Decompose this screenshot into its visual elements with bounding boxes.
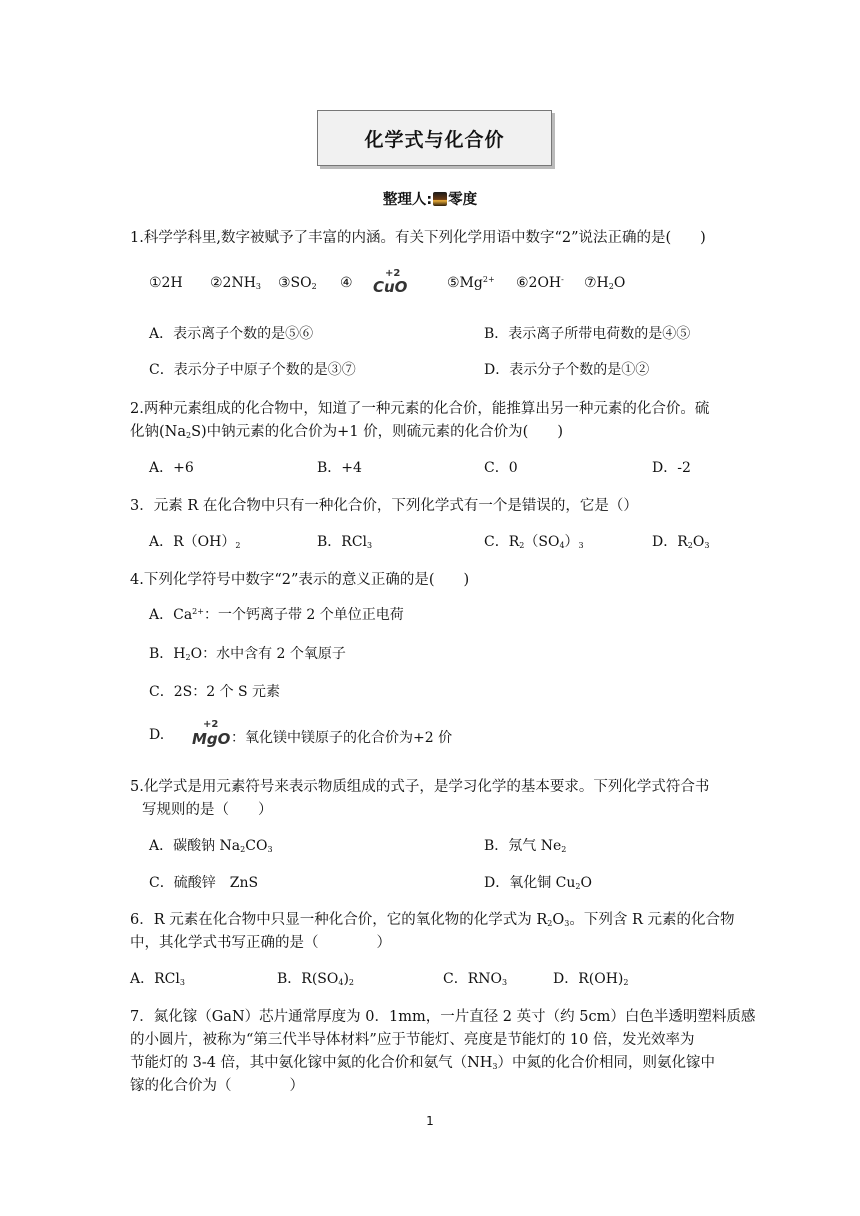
q4-option-a: A．$Ca^{2+}$：一个钙离子带 2 个单位正电荷 [149,607,404,623]
author-name: 零度 [448,192,478,208]
mgo-valence-formula: +2 MgO [192,719,231,748]
author-line [0,188,860,209]
q1-option-a: A．表示离子个数的是⑤⑥ [149,326,314,342]
question-1-stem: 1.科学学科里,数字被赋予了丰富的内涵。有关下列化学用语中数字“2”说法正确的是( ) [130,230,706,246]
q3-option-d: D．$R_2O_3$ [652,534,710,550]
q4-option-b: B．$H_2O$：水中含有 2 个氧原子 [149,646,346,662]
question-7-line-4: 镓的化合价为（ ） [130,1078,304,1094]
q4-option-d-label: D. [149,727,165,743]
q2-option-b: B．+4 [317,460,362,476]
q4-option-c: C．2S：2 个 S 元素 [149,684,281,700]
question-5-line-1: 5.化学式是用元素符号来表示物质组成的式子，是学习化学的基本要求。下列化学式符合书 [130,779,710,795]
item-7: $⑦H_2O$ [584,275,626,291]
question-2-line-2: 化钠$(Na_2S)$中钠元素的化合价为+1 价，则硫元素的化合价为( ) [130,424,563,440]
q1-option-c: C．表示分子中原子个数的是③⑦ [149,362,356,378]
item-2: $②2NH_3$ [210,275,262,291]
q5-option-c: C．硫酸锌 ZnS [149,875,259,891]
question-6-line-1: 6．R 元素在化合物中只显一种化合价，它的氧化物的化学式为 $R_2O_3$。下列含 R 元素的化合物 [130,912,735,928]
q5-option-a: A．碳酸钠 $Na_2CO_3$ [149,838,273,854]
item-1: ①2H [149,275,183,291]
q1-option-b: B．表示离子所带电荷数的是④⑤ [484,326,691,342]
item-6: ⑥2OH- [516,275,564,291]
q3-option-a: A．$R(OH)_2$ [149,534,241,550]
question-5-line-2: 写规则的是（ ） [142,802,273,818]
question-7-line-3: 节能灯的 3-4 倍，其中氨化镓中氮的化合价和氨气$(NH_3)$中氮的化合价相同，则氨化镓中 [130,1055,715,1071]
item-3: $③SO_2$ [278,275,317,291]
q2-option-c: C．0 [484,460,518,476]
document-title: 化学式与化合价 [317,110,552,166]
item-5: $⑤Mg^{2+}$ [447,275,495,291]
question-6-line-2: 中，其化学式书写正确的是（ ） [130,935,391,951]
page-number: 1 [426,1114,434,1128]
item-4: ④ [340,275,353,291]
q6-option-b: B．$R(SO_4)_2$ [277,971,355,987]
q3-option-b: B．RCl$_3$ [317,534,373,550]
q3-option-c: C．$R_2(SO_4)_3$ [484,534,584,550]
author-prefix: 整理人: [382,192,433,208]
question-4-stem: 4.下列化学符号中数字“2”表示的意义正确的是( ) [130,572,470,588]
q6-option-d: D．$R(OH)_2$ [553,971,629,987]
q2-option-a: A．+6 [149,460,194,476]
question-7-line-1: 7．氮化镓（GaN）芯片通常厚度为 0．1mm，一片直径 2 英寸（约 5cm）白色半透明塑料质感 [130,1009,756,1025]
q4-option-d-text: ：氧化镁中镁原子的化合价为+2 价 [231,730,453,746]
q1-option-d: D．表示分子个数的是①② [484,362,650,378]
question-2-line-1: 2.两种元素组成的化合物中，知道了一种元素的化合价，能推算出另一种元素的化合价。硫 [130,401,710,417]
question-7-line-2: 的小圆片，被称为“第三代半导体材料”应于节能灯、亮度是节能灯的 10 倍，发光效率为 [130,1032,695,1048]
q2-option-d: D．-2 [652,460,691,476]
question-3-stem: 3．元素 R 在化合物中只有一种化合价，下列化学式有一个是错误的，它是（） [130,498,638,514]
q6-option-a: A．RCl$_3$ [130,971,185,987]
sunset-icon [433,192,447,206]
q6-option-c: C．$RNO_3$ [443,971,508,987]
cuo-valence-formula: +2 CuO [373,268,408,296]
q5-option-d: D．氧化铜 $Cu_2O$ [484,875,592,891]
q5-option-b: B．氖气 $Ne_2$ [484,838,567,854]
